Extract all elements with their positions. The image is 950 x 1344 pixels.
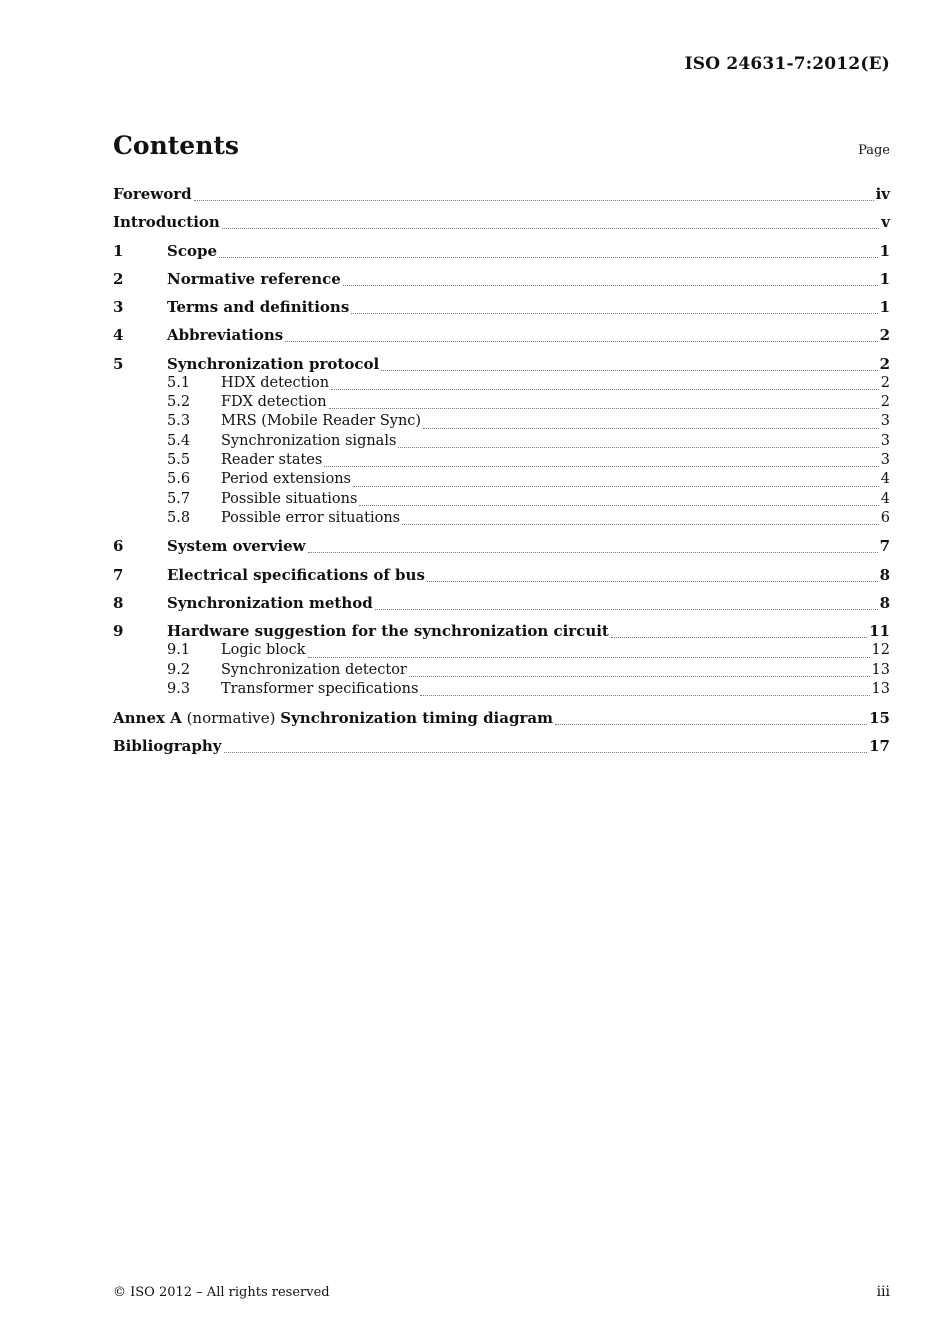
toc-entry-number: 5.2: [167, 394, 191, 411]
dot-leader: [343, 284, 878, 286]
toc-entry-page: 2: [879, 326, 890, 345]
dot-leader: [329, 407, 879, 409]
toc-subentry[interactable]: [113, 661, 890, 680]
toc-entry-number: 5.7: [167, 490, 191, 507]
toc-entry-title: Scope: [167, 241, 218, 260]
toc-entry-number: 9.1: [167, 642, 191, 659]
toc-entry-page: 2: [879, 354, 890, 373]
toc-entry-number: 5.1: [167, 374, 191, 391]
footer-page-number: iii: [876, 1284, 890, 1300]
toc-entry-number: 5.4: [167, 432, 191, 449]
dot-leader: [359, 504, 878, 506]
toc-entry-page: iv: [875, 185, 890, 203]
toc-entry-title: Logic block: [221, 642, 306, 659]
toc-entry[interactable]: [113, 537, 890, 556]
toc-entry[interactable]: [113, 213, 890, 232]
page-column-label: Page: [858, 143, 890, 158]
toc-entry-page: 3: [880, 413, 890, 430]
footer-copyright: © ISO 2012 – All rights reserved: [113, 1285, 330, 1300]
toc-entry-page: 1: [879, 269, 890, 288]
toc-entry-title: Synchronization protocol: [167, 354, 380, 373]
toc-subentry[interactable]: [113, 470, 890, 489]
toc-entry-number: 6: [113, 537, 124, 556]
dot-leader: [308, 551, 878, 553]
toc-entry-number: 1: [113, 241, 124, 260]
dot-leader: [285, 340, 877, 342]
toc-entry-title: Possible error situations: [221, 509, 401, 526]
dot-leader: [375, 608, 878, 610]
dot-leader: [222, 227, 879, 229]
toc-entry-title: Abbreviations: [167, 326, 284, 345]
toc-entry-title: Foreword: [113, 185, 192, 203]
toc-entry-page: 6: [880, 509, 890, 526]
toc-entry[interactable]: [113, 270, 890, 289]
toc-entry-page: 4: [880, 490, 890, 507]
dot-leader: [331, 388, 879, 390]
toc-entry-page: 13: [871, 661, 890, 678]
dot-leader: [351, 312, 877, 314]
toc-entry-number: 3: [113, 298, 124, 317]
dot-leader: [194, 199, 874, 201]
contents-heading: Contents: [113, 131, 240, 160]
toc-entry-page: 2: [880, 374, 890, 391]
dot-leader: [611, 636, 867, 638]
toc-entry-title: Synchronization method: [167, 594, 373, 613]
toc-entry-number: 9.3: [167, 680, 191, 697]
toc-entry-number: 2: [113, 269, 124, 288]
toc-subentry[interactable]: [113, 680, 890, 699]
toc-entry-page: 11: [869, 622, 890, 641]
toc-entry-number: 5.3: [167, 413, 191, 430]
toc-entry-number: 5.5: [167, 451, 191, 468]
toc-entry-title: Hardware suggestion for the synchronization circuit: [167, 622, 609, 641]
toc-entry-title: Period extensions: [221, 471, 351, 488]
toc-entry-title: Transformer specifications: [221, 680, 419, 697]
toc-entry[interactable]: [113, 298, 890, 317]
toc-entry-number: 9.2: [167, 661, 191, 678]
dot-leader: [398, 446, 878, 448]
toc-entry-title: Bibliography: [113, 736, 222, 755]
dot-leader: [381, 369, 877, 371]
toc-entry-page: 3: [880, 432, 890, 449]
toc-subentry[interactable]: [113, 509, 890, 528]
toc-entry-page: 8: [879, 565, 890, 584]
toc-entry[interactable]: [113, 185, 890, 204]
toc-subentry[interactable]: [113, 451, 890, 470]
toc-entry-title: Electrical specifications of bus: [167, 565, 425, 584]
dot-leader: [409, 675, 870, 677]
toc-entry-number: 4: [113, 326, 124, 345]
dot-leader: [308, 656, 870, 658]
toc-entry[interactable]: [113, 566, 890, 585]
toc-entry-number: 9: [113, 622, 124, 641]
toc-entry[interactable]: [113, 709, 890, 728]
toc-entry-title: Reader states: [221, 451, 323, 468]
toc-entry-title: Annex A (normative) Synchronization timing diagram: [113, 708, 553, 727]
toc-entry-page: 3: [880, 451, 890, 468]
toc-entry-page: 4: [880, 471, 890, 488]
toc-entry-page: 15: [869, 708, 890, 727]
toc-entry-title: System overview: [167, 537, 306, 556]
toc-entry-number: 5: [113, 354, 124, 373]
toc-subentry[interactable]: [113, 412, 890, 431]
dot-leader: [353, 485, 879, 487]
dot-leader: [555, 723, 867, 725]
dot-leader: [402, 523, 879, 525]
toc-entry[interactable]: [113, 326, 890, 345]
toc-entry-number: 8: [113, 594, 124, 613]
toc-entry[interactable]: [113, 242, 890, 261]
toc-entry-page: v: [881, 213, 890, 232]
toc-entry-title: Synchronization detector: [221, 661, 407, 678]
toc-subentry[interactable]: [113, 374, 890, 393]
toc-entry-page: 2: [880, 394, 890, 411]
toc-entry-page: 1: [879, 298, 890, 317]
toc-entry-title: Synchronization signals: [221, 432, 397, 449]
toc-entry-title: HDX detection: [221, 374, 330, 391]
toc-entry[interactable]: [113, 594, 890, 613]
toc-entry-title: Terms and definitions: [167, 298, 350, 317]
dot-leader: [224, 751, 868, 753]
table-of-contents: [113, 185, 890, 756]
toc-entry-page: 1: [879, 241, 890, 260]
toc-entry-title: FDX detection: [221, 394, 327, 411]
dot-leader: [427, 580, 878, 582]
toc-entry-page: 17: [869, 736, 890, 755]
toc-entry[interactable]: [113, 622, 890, 641]
toc-entry-page: 7: [879, 537, 890, 556]
dot-leader: [420, 694, 869, 696]
toc-subentry[interactable]: [113, 432, 890, 451]
toc-entry-title: Normative reference: [167, 269, 341, 288]
dot-leader: [219, 256, 878, 258]
toc-entry-title: Introduction: [113, 213, 220, 232]
toc-entry-title: MRS (Mobile Reader Sync): [221, 413, 422, 430]
toc-entry-number: 5.8: [167, 509, 191, 526]
toc-subentry[interactable]: [113, 393, 890, 412]
document-id: ISO 24631-7:2012(E): [684, 54, 890, 74]
toc-entry-number: 5.6: [167, 471, 191, 488]
toc-subentry[interactable]: [113, 490, 890, 509]
toc-subentry[interactable]: [113, 641, 890, 660]
dot-leader: [324, 465, 878, 467]
toc-entry-page: 8: [879, 594, 890, 613]
toc-entry[interactable]: [113, 737, 890, 756]
toc-entry[interactable]: [113, 355, 890, 374]
toc-entry-page: 13: [871, 680, 890, 697]
toc-entry-number: 7: [113, 565, 124, 584]
toc-entry-title: Possible situations: [221, 490, 358, 507]
toc-entry-page: 12: [871, 642, 890, 659]
dot-leader: [423, 427, 879, 429]
